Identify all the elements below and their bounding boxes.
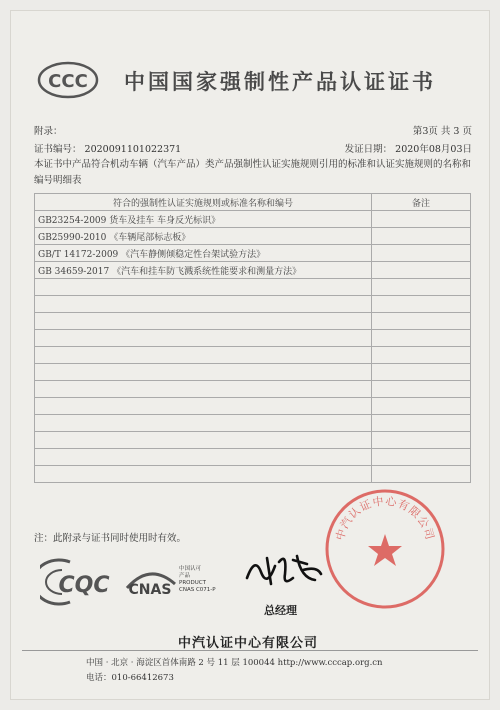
remark-cell: [372, 432, 471, 449]
remark-cell: [372, 279, 471, 296]
remark-cell: [372, 262, 471, 279]
footer-address: 中国 · 北京 · 海淀区首体南路 2 号 11 层 100044 http://www.cccap.org.cn: [86, 658, 383, 668]
cnas-logo-text: CNAS: [128, 582, 172, 598]
table-header-row: [35, 194, 471, 211]
standard-cell: GB/T 14172-2009 《汽车静侧倾稳定性台架试验方法》: [35, 245, 372, 262]
ccc-logo: [37, 61, 99, 99]
remark-cell: [372, 330, 471, 347]
standard-cell: [35, 381, 372, 398]
remark-cell: [372, 245, 471, 262]
table-row: [35, 432, 471, 449]
standard-cell: [35, 313, 372, 330]
validity-note: 注：此附录与证书同时使用时有效。: [34, 533, 187, 544]
table-row: [35, 228, 471, 245]
general-manager-title: 总经理: [264, 604, 297, 617]
table-row: [35, 415, 471, 432]
remark-cell: [372, 228, 471, 245]
certificate-number: 证书编号： 2020091101022371: [34, 144, 182, 155]
remark-cell: [372, 415, 471, 432]
cnas-caption: [179, 566, 216, 594]
standard-cell: [35, 398, 372, 415]
signature: [237, 548, 327, 593]
cnas-caption-line: 中国认可: [179, 566, 202, 572]
issue-date: 发证日期： 2020年08月03日: [344, 144, 472, 155]
standards-table: [34, 193, 471, 483]
page-number: 第3页 共 3 页: [412, 126, 472, 137]
remark-cell: [372, 398, 471, 415]
remark-cell: [372, 381, 471, 398]
table-row: [35, 347, 471, 364]
ccc-logo-text: CCC: [48, 71, 88, 92]
company-seal: [322, 486, 448, 612]
svg-text:中汽认证中心有限公司: 中汽认证中心有限公司: [333, 494, 437, 542]
description: 本证书中产品符合机动车辆（汽车产品）类产品强制性认证实施规则引用的标准和认证实施规则的名称和编号明细表: [34, 159, 472, 186]
cnas-logo: [123, 564, 178, 602]
table-row: [35, 211, 471, 228]
table-row: [35, 313, 471, 330]
table-row: [35, 262, 471, 279]
table-header-standard: 符合的强制性认证实施规则或标准名称和编号: [35, 194, 372, 211]
cnas-caption-line: CNAS C071-P: [179, 587, 216, 593]
standard-cell: [35, 296, 372, 313]
remark-cell: [372, 211, 471, 228]
cnas-caption-line: 产品: [179, 573, 191, 579]
table-row: [35, 364, 471, 381]
standard-cell: [35, 330, 372, 347]
table-row: [35, 398, 471, 415]
cqc-logo-text: CQC: [58, 573, 110, 598]
table-row: [35, 279, 471, 296]
remark-cell: [372, 313, 471, 330]
remark-cell: [372, 364, 471, 381]
table-row: [35, 381, 471, 398]
standard-cell: [35, 432, 372, 449]
table-row: [35, 466, 471, 483]
standard-cell: [35, 364, 372, 381]
remark-cell: [372, 296, 471, 313]
table-row: [35, 245, 471, 262]
remark-cell: [372, 449, 471, 466]
standard-cell: [35, 449, 372, 466]
table-row: [35, 449, 471, 466]
certificate-title: 中国国家强制性产品认证证书: [124, 70, 436, 94]
table-row: [35, 330, 471, 347]
standard-cell: GB23254-2009 货车及挂车 车身反光标识》: [35, 211, 372, 228]
cnas-caption-line: PRODUCT: [179, 580, 206, 586]
cqc-logo: [40, 556, 122, 608]
standard-cell: [35, 415, 372, 432]
annex-label: 附录：: [34, 126, 63, 137]
table-header-remark: 备注: [372, 194, 471, 211]
footer-divider: [22, 650, 478, 651]
footer-phone: 电话：010-66412673: [86, 673, 174, 683]
standard-cell: [35, 347, 372, 364]
standard-cell: GB 34659-2017 《汽车和挂车防飞溅系统性能要求和测量方法》: [35, 262, 372, 279]
standard-cell: [35, 466, 372, 483]
standard-cell: [35, 279, 372, 296]
remark-cell: [372, 347, 471, 364]
remark-cell: [372, 466, 471, 483]
table-body: [35, 211, 471, 483]
table-row: [35, 296, 471, 313]
organization-name: 中汽认证中心有限公司: [178, 636, 319, 651]
standard-cell: GB25990-2010 《车辆尾部标志板》: [35, 228, 372, 245]
